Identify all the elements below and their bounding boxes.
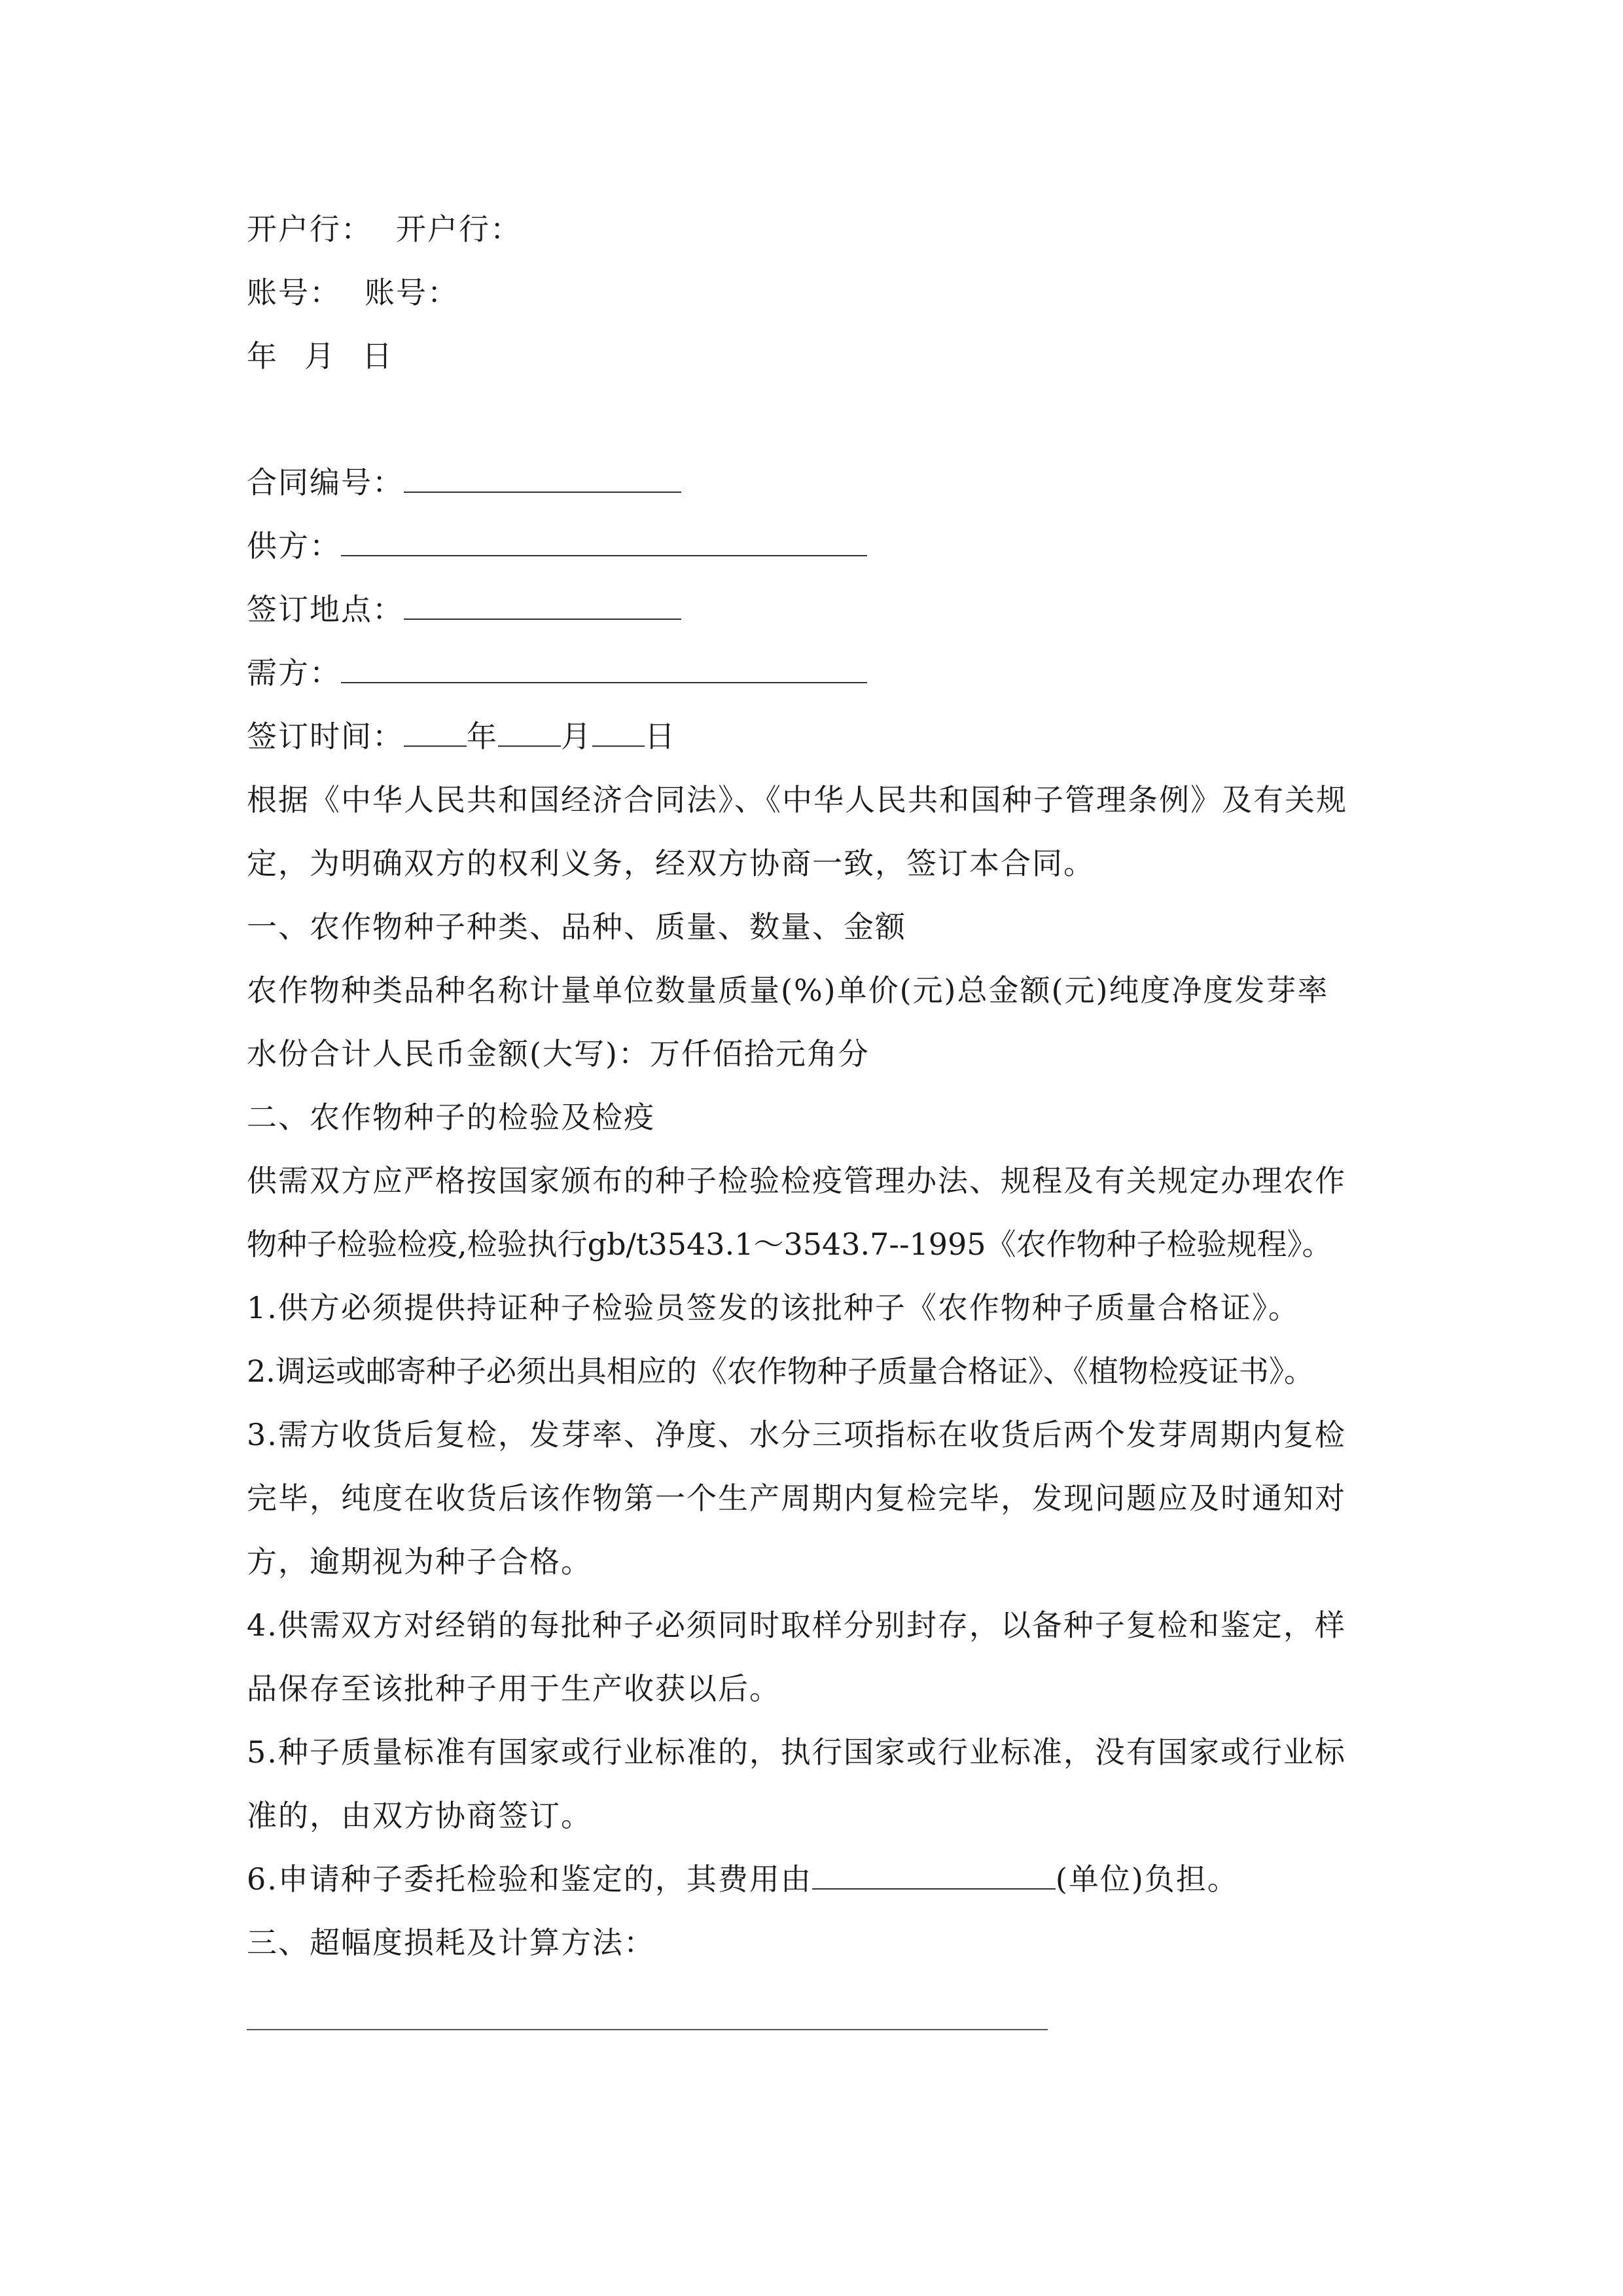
sign-place-label: 签订地点： (247, 592, 404, 627)
section-2-item-3-line-1: 3.需方收货后复检，发芽率、净度、水分三项指标在收货后两个发芽周期内复检 (247, 1417, 1346, 1452)
sign-year-label: 年 (467, 719, 498, 754)
section-2-intro-line-2: 物种子检验检疫,检验执行gb/t3543.1～3543.7--1995《农作物种子检验规程》。 (247, 1227, 1332, 1262)
section-2-item-5-line-2: 准的，由双方协商签订。 (247, 1798, 592, 1833)
section-1-heading: 一、农作物种子种类、品种、质量、数量、金额 (247, 909, 906, 944)
date-line (247, 336, 393, 376)
section-2-item-3-line-2: 完毕，纯度在收货后该作物第一个生产周期内复检完毕，发现问题应及时通知对 (247, 1480, 1346, 1516)
preamble-line-2: 定，为明确双方的权利义务，经双方协商一致，签订本合同。 (247, 846, 1095, 881)
sign-day-blank[interactable] (592, 717, 645, 747)
date-year: 年 (247, 338, 278, 374)
section-2-item-5-line-1: 5.种子质量标准有国家或行业标准的，执行国家或行业标准，没有国家或行业标 (247, 1734, 1346, 1770)
section-2-intro-line-1: 供需双方应严格按国家颁布的种子检验检疫管理办法、规程及有关规定办理农作 (247, 1163, 1346, 1198)
date-day: 日 (362, 338, 393, 374)
section-2-item-2: 2.调运或邮寄种子必须出具相应的《农作物种子质量合格证》、《植物检疫证书》。 (247, 1354, 1314, 1389)
sign-place-blank[interactable] (404, 590, 681, 620)
supplier-label: 供方： (247, 528, 341, 564)
section-2-item-4-line-2: 品保存至该批种子用于生产收获以后。 (247, 1671, 781, 1706)
sign-time-field (247, 717, 676, 756)
buyer-blank[interactable] (341, 653, 867, 683)
section-1-columns: 农作物种类品种名称计量单位数量质量(%)单价(元)总金额(元)纯度净度发芽率 (247, 973, 1329, 1008)
account-line (247, 273, 459, 312)
sign-place-field (247, 590, 681, 629)
section-2-item-3-line-3: 方，逾期视为种子合格。 (247, 1544, 592, 1579)
section-2-item-4-line-1: 4.供需双方对经销的每批种子必须同时取样分别封存，以备种子复检和鉴定，样 (247, 1607, 1346, 1643)
section-2-item-6-prefix: 6.申请种子委托检验和鉴定的，其费用由 (247, 1861, 812, 1897)
fee-payer-blank[interactable] (812, 1859, 1056, 1890)
date-month: 月 (304, 338, 336, 374)
buyer-label: 需方： (247, 655, 341, 691)
section-3-heading: 三、超幅度损耗及计算方法： (247, 1925, 655, 1960)
section-2-item-1: 1.供方必须提供持证种子检验员签发的该批种子《农作物种子质量合格证》。 (247, 1290, 1300, 1325)
supplier-blank[interactable] (341, 526, 867, 556)
contract-no-field (247, 463, 681, 502)
sign-year-blank[interactable] (404, 717, 467, 747)
contract-no-label: 合同编号： (247, 465, 404, 500)
supplier-field (247, 526, 867, 565)
sign-month-blank[interactable] (498, 717, 561, 747)
sign-month-label: 月 (561, 719, 592, 754)
footer-divider (247, 2029, 1048, 2030)
bank-label-a: 开户行： (247, 211, 372, 247)
sign-time-label: 签订时间： (247, 719, 404, 754)
contract-no-blank[interactable] (404, 463, 681, 493)
bank-label-b: 开户行： (396, 211, 522, 247)
section-1-total: 水份合计人民币金额(大写)：万仟佰拾元角分 (247, 1036, 870, 1071)
section-2-item-6-suffix: (单位)负担。 (1055, 1861, 1239, 1897)
section-2-item-6 (247, 1859, 1239, 1899)
buyer-field (247, 653, 867, 692)
account-label-a: 账号： (247, 275, 341, 310)
account-label-b: 账号： (365, 275, 459, 310)
sign-day-label: 日 (645, 719, 676, 754)
bank-line (247, 209, 522, 249)
preamble-line-1: 根据《中华人民共和国经济合同法》、《中华人民共和国种子管理条例》及有关规 (247, 782, 1347, 817)
section-2-heading: 二、农作物种子的检验及检疫 (247, 1100, 655, 1135)
